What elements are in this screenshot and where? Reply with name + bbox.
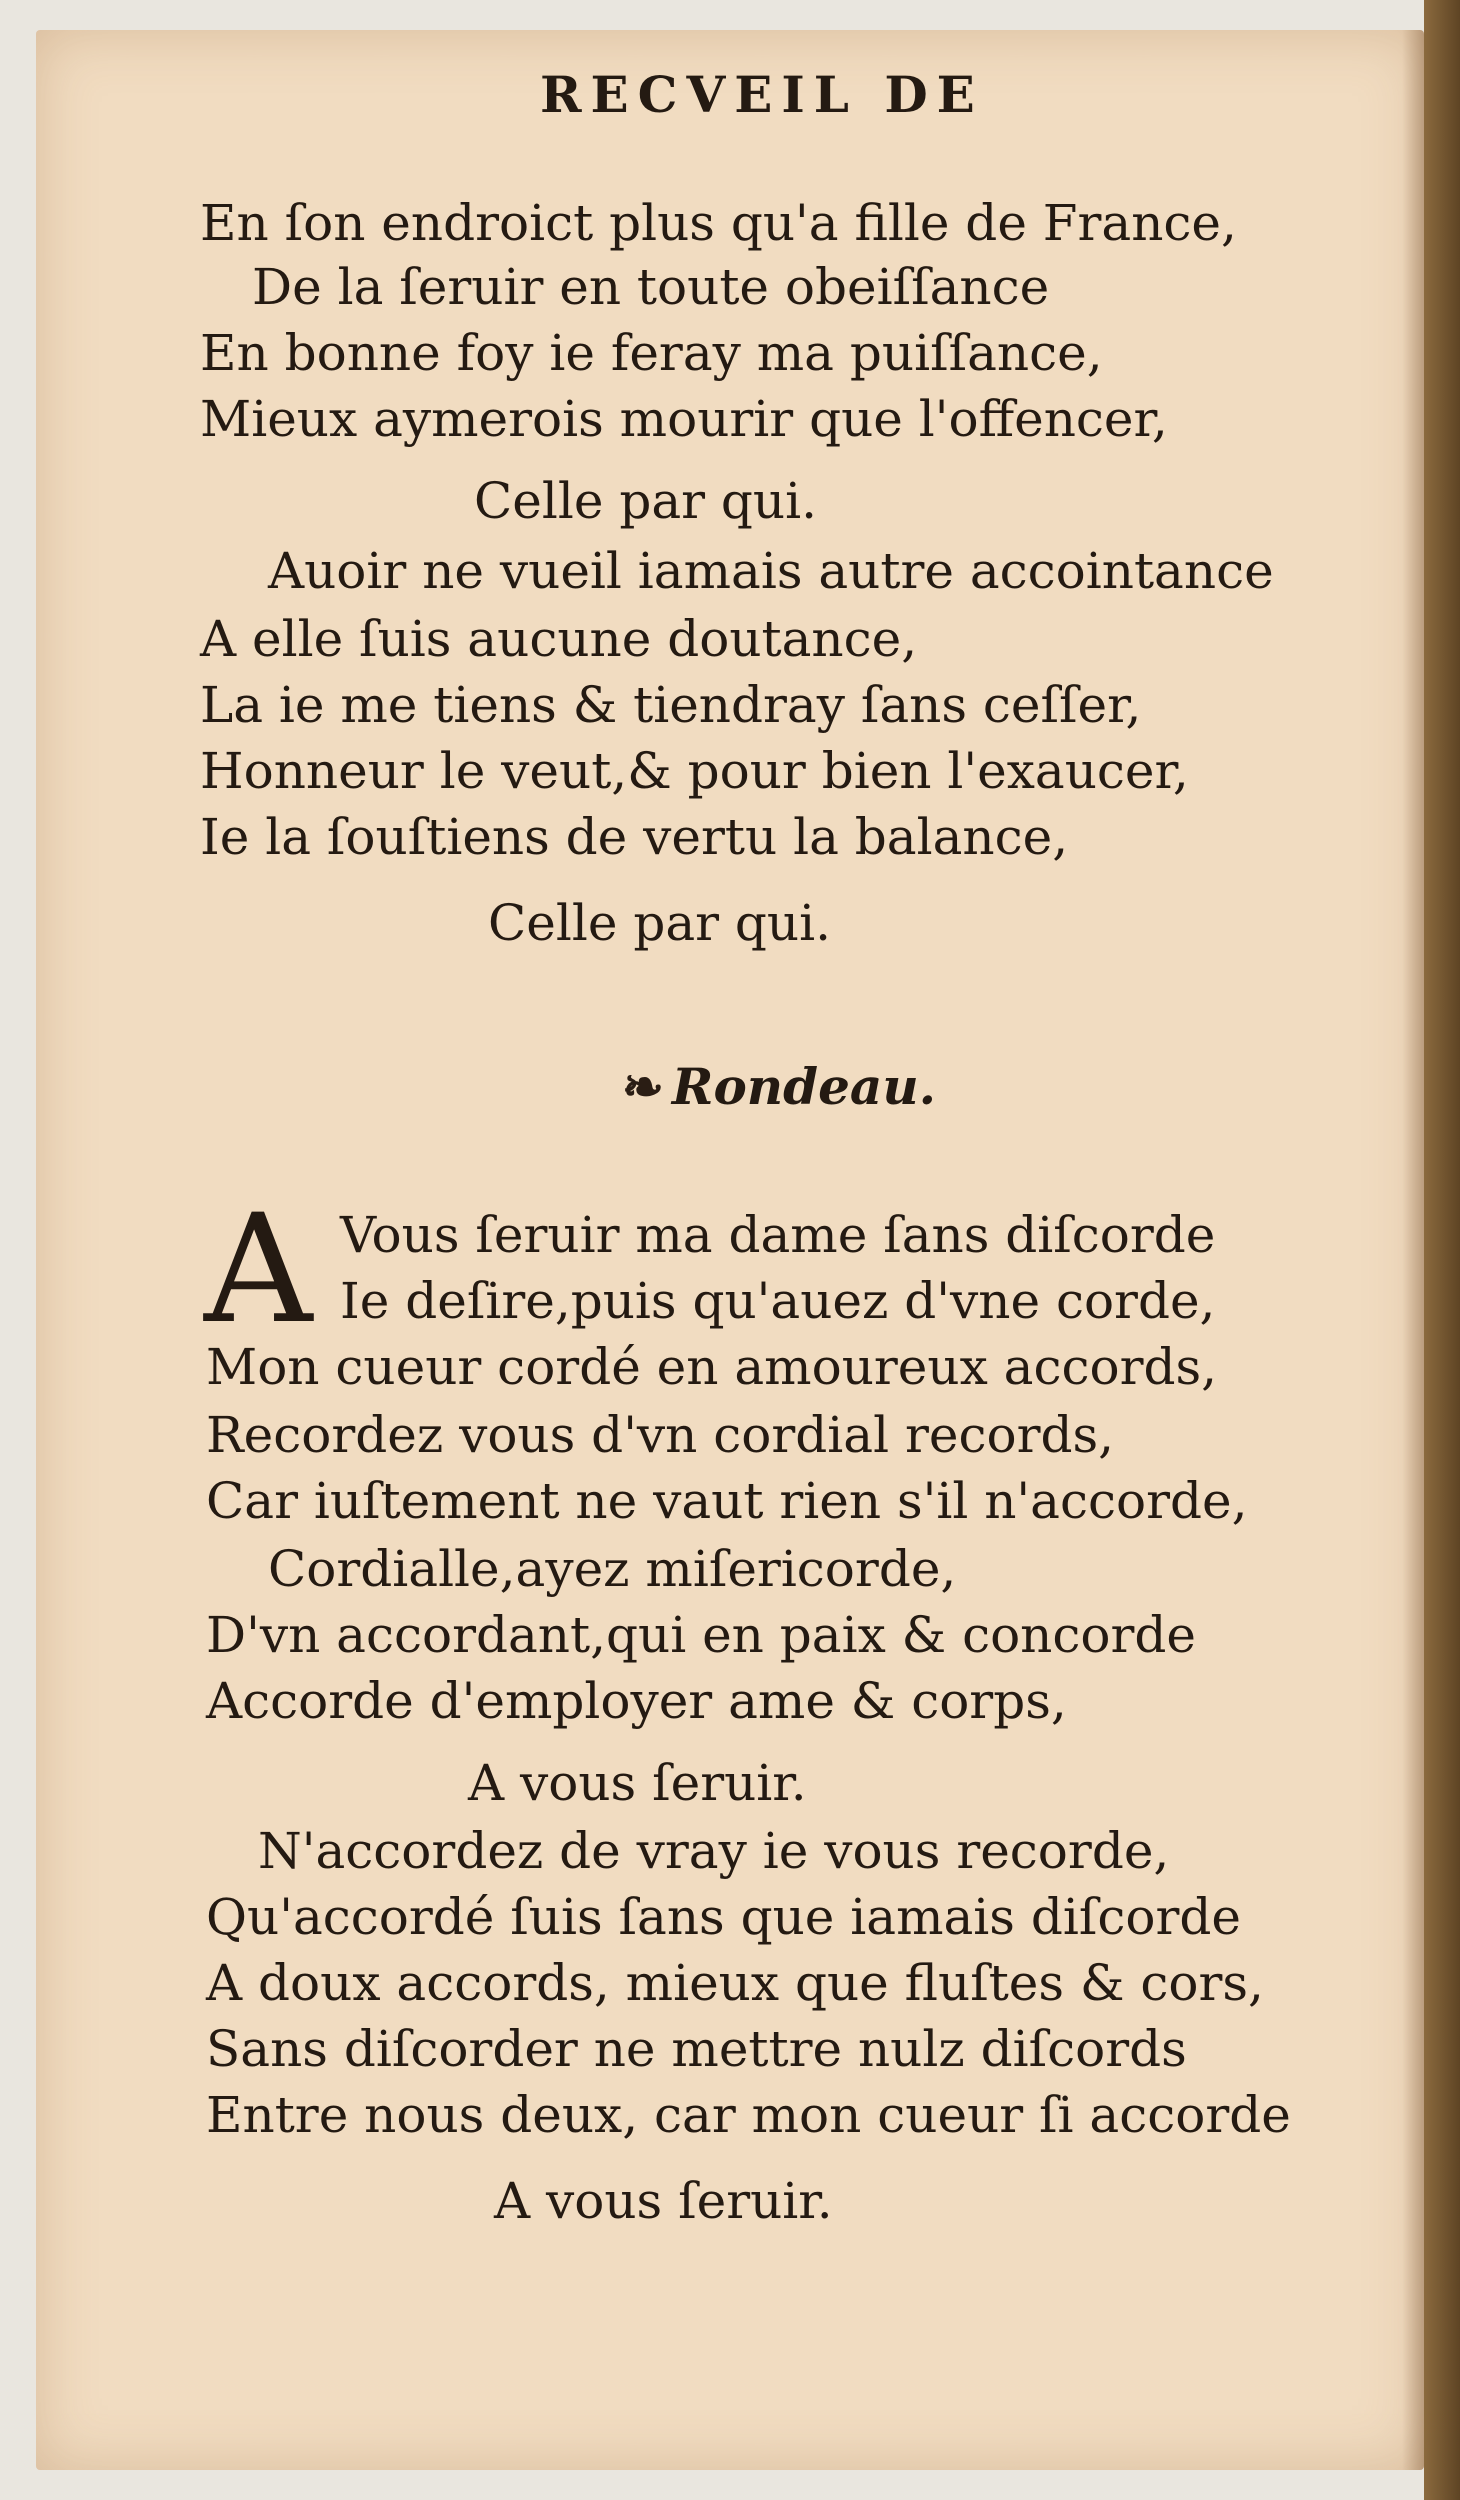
- poem-line: Auoir ne vueil iamais autre accointance: [268, 542, 1274, 600]
- poem-line: Qu'accordé ſuis ſans que iamais diſcorde: [206, 1888, 1241, 1946]
- poem-line: Vous ſeruir ma dame ſans diſcorde: [340, 1206, 1216, 1264]
- poem-refrain: A vous ſeruir.: [468, 1754, 807, 1812]
- poem-line: Entre nous deux, car mon cueur ſi accorde: [206, 2086, 1291, 2144]
- poem-line: Ie la ſouſtiens de vertu la balance,: [200, 808, 1069, 866]
- poem-line: Cordialle,ayez miſericorde,: [268, 1540, 957, 1598]
- poem-line: Recordez vous d'vn cordial records,: [206, 1406, 1115, 1464]
- heading-label: Rondeau.: [671, 1057, 937, 1116]
- poem-line: N'accordez de vray ie vous recorde,: [258, 1822, 1170, 1880]
- book-binding-edge: [1424, 0, 1460, 2500]
- running-head: RECVEIL DE: [540, 65, 984, 124]
- poem-refrain: Celle par qui.: [488, 894, 832, 952]
- section-heading: [622, 1057, 937, 1116]
- poem-line: Accorde d'employer ame & corps,: [206, 1672, 1067, 1730]
- poem-line: A doux accords, mieux que fluſtes & cors,: [206, 1954, 1264, 2012]
- page-edge-shadow: [1402, 30, 1424, 2470]
- poem-line: Sans diſcorder ne mettre nulz diſcords: [206, 2020, 1187, 2078]
- poem-line: Honneur le veut,& pour bien l'exaucer,: [200, 742, 1189, 800]
- poem-line: En ſon endroict plus qu'a fille de France,: [200, 194, 1237, 252]
- poem-line: Car iuſtement ne vaut rien s'il n'accorde,: [206, 1472, 1248, 1530]
- poem-refrain: A vous ſeruir.: [494, 2172, 833, 2230]
- poem-line: Mieux aymerois mourir que l'offencer,: [200, 390, 1168, 448]
- poem-line: D'vn accordant,qui en paix & concorde: [206, 1606, 1196, 1664]
- poem-line: La ie me tiens & tiendray ſans ceſſer,: [200, 676, 1142, 734]
- poem-line: A elle ſuis aucune doutance,: [200, 610, 918, 668]
- poem-line: Ie deſire,puis qu'auez d'vne corde,: [340, 1272, 1216, 1330]
- fleuron-ornament-icon: ❧: [622, 1057, 664, 1116]
- poem-line: En bonne foy ie feray ma puiſſance,: [200, 324, 1103, 382]
- poem-line: Mon cueur cordé en amoureux accords,: [206, 1338, 1218, 1396]
- drop-cap: A: [204, 1183, 313, 1357]
- poem-line: De la ſeruir en toute obeiſſance: [252, 258, 1050, 316]
- poem-refrain: Celle par qui.: [474, 472, 818, 530]
